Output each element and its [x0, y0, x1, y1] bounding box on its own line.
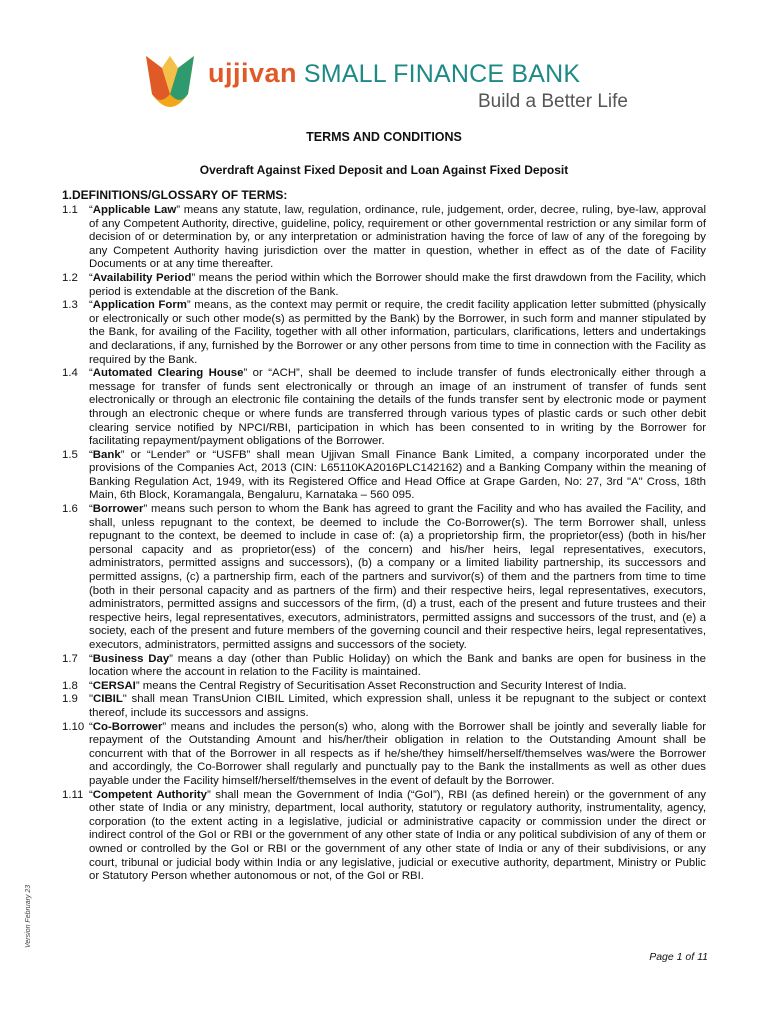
clause-open-quote: “: [89, 503, 93, 516]
clause-open-quote: “: [89, 788, 93, 801]
clause-term: CERSAI: [92, 679, 136, 692]
clause-body: ” means and includes the person(s) who, along with the Borrower shall be jointly and severally liable for repayment of the Outstanding Amount and his/her/their obligation in relation to the Outstanding Amount shall be concurrent with that of the Borrower in all respects as if he/she/they himself/herself/themselves was/were the Borrower and accordingly, the Co-Borrower shall regularly and punctually pay to the Bank the installments as well as other dues payable under the Facility himself/herself/themselves in the event of default by the Borrower.: [89, 720, 706, 787]
clause-body: " shall mean TransUnion CIBIL Limited, which expression shall, unless it be repugnant to the subject or context thereof, include its successors and assigns.: [89, 693, 706, 719]
clause-body: ” means any statute, law, regulation, ordinance, rule, judgement, order, decree, ruling, bye-law, approval of any Competent Authority, directive, guideline, policy, requirement or other governmental restriction or any similar form of decision of or determination by, or any interpretation or administration having the force of law of any of the foregoing by any Competent Authority having jurisdiction over the matter in question, whether in effect as of the date of Facility Documents or at any time thereafter.: [89, 204, 706, 271]
version-label: Version February 23: [25, 884, 32, 948]
clause-open-quote: “: [89, 448, 93, 461]
section-heading: 1.DEFINITIONS/GLOSSARY OF TERMS:: [62, 188, 288, 202]
clause-text: [89, 204, 706, 272]
clause-body: ” means such person to whom the Bank has agreed to grant the Facility and who has availed the Facility, and shall, unless repugnant to the context, be deemed to include the Co-Borrower(s). The term Borrower shall, unless repugnant to the context, be deemed to include in case of: (a) a proprietorship firm, the proprietor(ess) (both in his/her personal capacity and as proprietor(ess) of the concern) and his/her heirs, legal representatives, executors, administrators, permitted assigns and successors), (b) a company or a limited liability partnership, its successors and permitted assigns, (c) a partnership firm, each of the partners and survivor(s) of them and the partners from time to time (both in their personal capacity and as partners of the firm) and their respective heirs, legal representatives, executors, administrators, permitted assigns and successors of the firm, (d) a trust, each of the present and future trustees and their respective heirs, legal representatives, executors, administrators, permitted assigns and successors of the trust, and (e) a society, each of the present and future members of the governing council and their respective heirs, legal representatives, executors, administrators, permitted assigns and successors of the society.: [89, 503, 706, 651]
clause-body: ” shall mean the Government of India (“GoI”), RBI (as defined herein) or the government of any other state of India or any ministry, department, local authority, statutory or regulatory authority, instrumentality, agency, corporation (to the extent acting in a legislative, judicial or administrative capacity or commission under the direct or indirect control of the GoI or RBI or the government of any other state of India or any political subdivision of any of them or owned or controlled by the GoI or RBI or the government of any other state of India or any of their subdivisions, or any court, tribunal or judicial body within India or any legislative, judicial or executive authority, department, Ministry or Public or Statutory Person whether autonomous or not, of the GoI or RBI.: [89, 788, 707, 883]
page-number: Page 1 of 11: [649, 951, 708, 963]
clause-open-quote: “: [89, 271, 93, 284]
clause-item: [62, 367, 706, 449]
clause-text: [89, 503, 706, 653]
clause-open-quote: “: [89, 652, 93, 665]
clause-open-quote: “: [89, 720, 93, 733]
clause-number: 1.2: [62, 271, 78, 284]
clause-text: [89, 449, 706, 503]
clause-term: CIBIL: [93, 693, 123, 706]
clause-item: [62, 272, 706, 299]
clause-item: [62, 299, 706, 367]
clause-open-quote: ": [89, 693, 94, 706]
clause-term: Applicable Law: [92, 204, 177, 216]
clause-number: 1.4: [62, 367, 78, 380]
brand-wordmark: [208, 58, 580, 89]
clause-item: [62, 693, 706, 720]
clause-term: Application Form: [92, 299, 187, 312]
clause-text: [89, 653, 706, 680]
clause-body: ” or “ACH”, shall be deemed to include transfer of funds electronically either through a message for transfer of funds sent electronically or through an image of an instrument of transfer of funds sent electronically or through an electronic file containing the details of the funds transfer sent by electronic mode or payment through an electronic cheque or where funds are transferred through various types of plastic cards or such other debit clearing service notified by NPCI/RBI, participation in which has been consented to in writing by the Borrower for facilitating repayment/payment obligations of the Borrower.: [89, 367, 706, 448]
clause-text: [89, 367, 706, 449]
clause-text: [89, 721, 706, 789]
clause-number: 1.7: [62, 652, 78, 665]
clause-item: [62, 503, 706, 653]
clause-list: [62, 204, 706, 884]
clause-term: Bank: [92, 448, 121, 461]
clause-number: 1.11: [62, 788, 84, 801]
clause-item: [62, 204, 706, 272]
clause-term: Automated Clearing House: [92, 367, 244, 380]
brand-name: ujjivan: [208, 58, 298, 88]
clause-item: [62, 653, 706, 680]
clause-number: 1.3: [62, 299, 78, 312]
clause-number: 1.9: [62, 693, 78, 706]
clause-body: ” means, as the context may permit or require, the credit facility application letter submitted (physically or electronically or such other mode(s) as permitted by the Bank) by the Borrower, in such form and manner stipulated by the Bank, for availing of the Facility, together with all other information, particulars, clarifications, letters and undertakings and declarations, if any, furnished by the Borrower or any other persons from time to time in connection with the Facility as required by the Bank.: [89, 299, 706, 366]
lotus-leaf-icon: [140, 54, 200, 118]
clause-text: [89, 299, 706, 367]
clause-number: 1.6: [62, 503, 78, 516]
bank-logo: [140, 54, 660, 120]
clause-term: Availability Period: [92, 271, 192, 284]
clause-body: ” means the Central Registry of Securitisation Asset Reconstruction and Security Interest of India.: [135, 679, 627, 692]
clause-text: [89, 272, 706, 299]
clause-text: [89, 680, 706, 694]
clause-open-quote: “: [89, 299, 93, 312]
clause-number: 1.5: [62, 448, 78, 461]
clause-item: [62, 721, 706, 789]
tagline: Build a Better Life: [478, 91, 628, 112]
clause-body: ” means a day (other than Public Holiday) on which the Bank and banks are open for business in the location where the account in relation to the Facility is maintained.: [89, 652, 706, 679]
clause-open-quote: “: [89, 367, 93, 380]
clause-body: ” or “Lender” or “USFB” shall mean Ujjivan Small Finance Bank Limited, a company incorporated under the provisions of the Companies Act, 2013 (CIN: L65110KA2016PLC142162) and a Banking Company within the meaning of Banking Regulation Act, 1949, with its Registered Office and Head Office at Grape Garden, No: 27, 3rd "A" Cross, 18th Main, 6th Block, Koramangala, Bengaluru, Karnataka – 560 095.: [89, 448, 706, 502]
clause-term: Business Day: [92, 652, 170, 665]
clause-body: ” means the period within which the Borrower should make the first drawdown from the Facility, which period is extendable at the discretion of the Bank.: [89, 271, 707, 298]
clause-item: [62, 789, 706, 884]
clause-term: Borrower: [92, 503, 144, 516]
brand-rest: SMALL FINANCE BANK: [303, 60, 581, 88]
clause-text: [89, 789, 706, 884]
clause-number: 1.8: [62, 679, 78, 692]
clause-open-quote: “: [89, 204, 93, 216]
doc-subtitle: Overdraft Against Fixed Deposit and Loan Against Fixed Deposit: [199, 163, 569, 177]
clause-term: Co-Borrower: [92, 720, 163, 733]
clause-number: 1.1: [62, 204, 78, 216]
clause-open-quote: “: [89, 679, 93, 692]
clause-number: 1.10: [62, 720, 85, 733]
clause-text: [89, 693, 706, 720]
clause-item: [62, 680, 706, 694]
clause-term: Competent Authority: [92, 788, 207, 801]
clause-item: [62, 449, 706, 503]
doc-title: TERMS AND CONDITIONS: [306, 130, 462, 144]
